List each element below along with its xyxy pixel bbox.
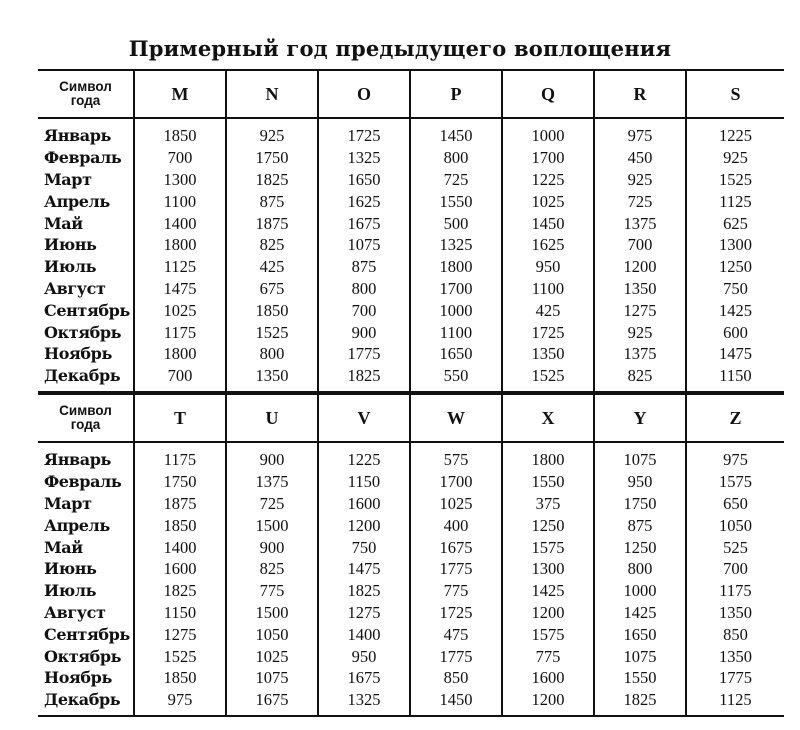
year-cell: 725 xyxy=(410,169,502,191)
year-cell: 1275 xyxy=(134,623,226,645)
page-title: Примерный год предыдущего воплощения xyxy=(128,36,672,61)
year-cell: 1175 xyxy=(134,442,226,471)
year-cell: 1250 xyxy=(594,536,686,558)
table-row xyxy=(38,278,784,300)
year-cell: 1325 xyxy=(318,689,410,716)
row-month-label: Февраль xyxy=(44,148,122,168)
year-cell: 975 xyxy=(134,689,226,716)
year-cell: 1225 xyxy=(318,442,410,471)
year-cell: 925 xyxy=(686,147,784,169)
year-cell: 1250 xyxy=(686,256,784,278)
year-cell: 1525 xyxy=(686,169,784,191)
header-label-line: года xyxy=(70,417,101,432)
year-cell: 1825 xyxy=(318,365,410,392)
year-cell: 825 xyxy=(226,558,318,580)
year-cell: 800 xyxy=(226,343,318,365)
row-month-label: Сентябрь xyxy=(44,624,130,644)
year-cell: 1450 xyxy=(410,689,502,716)
row-month-label: Март xyxy=(44,493,92,513)
year-cell: 1225 xyxy=(686,118,784,147)
header-label xyxy=(38,70,134,118)
year-cell: 1200 xyxy=(502,689,594,716)
year-cell: 1775 xyxy=(318,343,410,365)
year-cell: 1750 xyxy=(594,493,686,515)
year-cell: 1500 xyxy=(226,602,318,624)
year-cell: 1825 xyxy=(226,169,318,191)
year-cell: 1300 xyxy=(502,558,594,580)
year-cell: 1650 xyxy=(318,169,410,191)
year-cell: 975 xyxy=(686,442,784,471)
year-cell: 1475 xyxy=(686,343,784,365)
column-header-symbol: Z xyxy=(686,394,784,442)
header-row xyxy=(38,70,784,118)
year-cell: 375 xyxy=(502,493,594,515)
year-cell: 1800 xyxy=(502,442,594,471)
column-header-symbol: P xyxy=(410,70,502,118)
year-cell: 1725 xyxy=(318,118,410,147)
year-cell: 425 xyxy=(226,256,318,278)
column-header-symbol: R xyxy=(594,70,686,118)
year-cell: 1100 xyxy=(502,278,594,300)
table-row xyxy=(38,493,784,515)
year-cell: 900 xyxy=(318,321,410,343)
year-cell: 1575 xyxy=(502,536,594,558)
column-header-symbol: X xyxy=(502,394,594,442)
year-cell: 1800 xyxy=(134,234,226,256)
row-month-label: Июнь xyxy=(44,559,97,579)
year-cell: 850 xyxy=(410,667,502,689)
row-month-label: Апрель xyxy=(44,191,110,211)
year-cell: 1675 xyxy=(226,689,318,716)
table-row xyxy=(38,580,784,602)
year-cell: 1825 xyxy=(594,689,686,716)
year-cell: 1800 xyxy=(134,343,226,365)
year-cell: 1125 xyxy=(686,190,784,212)
year-cell: 1700 xyxy=(410,471,502,493)
year-cell: 1675 xyxy=(318,667,410,689)
year-cell: 1350 xyxy=(686,645,784,667)
year-cell: 1150 xyxy=(686,365,784,392)
year-cell: 1150 xyxy=(134,602,226,624)
year-cell: 700 xyxy=(686,558,784,580)
year-cell: 925 xyxy=(594,321,686,343)
year-cell: 800 xyxy=(318,278,410,300)
year-cell: 1050 xyxy=(686,514,784,536)
year-cell: 1700 xyxy=(410,278,502,300)
year-cell: 1550 xyxy=(502,471,594,493)
year-cell: 1200 xyxy=(594,256,686,278)
year-cell: 1200 xyxy=(318,514,410,536)
year-cell: 1400 xyxy=(318,623,410,645)
table-row xyxy=(38,667,784,689)
row-month-label: Июль xyxy=(44,581,97,601)
year-cell: 1025 xyxy=(134,299,226,321)
row-month-label: Июнь xyxy=(44,235,97,255)
year-cell: 1000 xyxy=(410,299,502,321)
year-cell: 1725 xyxy=(410,602,502,624)
year-cell: 400 xyxy=(410,514,502,536)
year-cell: 1675 xyxy=(410,536,502,558)
row-month-label: Октябрь xyxy=(44,646,122,666)
table-row xyxy=(38,169,784,191)
year-cell: 700 xyxy=(134,147,226,169)
year-cell: 675 xyxy=(226,278,318,300)
year-cell: 1125 xyxy=(134,256,226,278)
year-cell: 950 xyxy=(502,256,594,278)
year-cell: 1175 xyxy=(686,580,784,602)
column-header-symbol: O xyxy=(318,70,410,118)
year-cell: 1300 xyxy=(686,234,784,256)
year-cell: 1850 xyxy=(134,118,226,147)
year-cell: 1075 xyxy=(226,667,318,689)
row-month-label: Июль xyxy=(44,257,97,277)
year-cell: 700 xyxy=(318,299,410,321)
year-cell: 1775 xyxy=(410,558,502,580)
year-cell: 1825 xyxy=(318,580,410,602)
year-cell: 1075 xyxy=(318,234,410,256)
table-row xyxy=(38,343,784,365)
year-cell: 1375 xyxy=(226,471,318,493)
column-header-symbol: Y xyxy=(594,394,686,442)
year-cell: 1350 xyxy=(594,278,686,300)
year-cell: 875 xyxy=(226,190,318,212)
year-cell: 750 xyxy=(686,278,784,300)
year-cell: 925 xyxy=(594,169,686,191)
table-row xyxy=(38,299,784,321)
year-cell: 1600 xyxy=(502,667,594,689)
year-cell: 1425 xyxy=(594,602,686,624)
row-month-label: Январь xyxy=(44,450,111,470)
table-row xyxy=(38,645,784,667)
year-cell: 950 xyxy=(318,645,410,667)
column-header-symbol: Q xyxy=(502,70,594,118)
year-cell: 1475 xyxy=(134,278,226,300)
year-cell: 1875 xyxy=(226,212,318,234)
year-cell: 1400 xyxy=(134,536,226,558)
year-cell: 750 xyxy=(318,536,410,558)
year-cell: 1575 xyxy=(686,471,784,493)
year-cell: 1425 xyxy=(502,580,594,602)
year-cell: 1375 xyxy=(594,343,686,365)
table-row xyxy=(38,442,784,471)
row-month-label: Сентябрь xyxy=(44,300,130,320)
year-cell: 425 xyxy=(502,299,594,321)
year-cell: 1600 xyxy=(318,493,410,515)
year-cell: 1850 xyxy=(226,299,318,321)
year-cell: 975 xyxy=(594,118,686,147)
table-row xyxy=(38,689,784,716)
year-cell: 1025 xyxy=(502,190,594,212)
year-cell: 1800 xyxy=(410,256,502,278)
year-cell: 775 xyxy=(226,580,318,602)
year-cell: 875 xyxy=(594,514,686,536)
year-cell: 1675 xyxy=(318,212,410,234)
year-cell: 625 xyxy=(686,212,784,234)
year-cell: 500 xyxy=(410,212,502,234)
year-cell: 1525 xyxy=(226,321,318,343)
year-cell: 775 xyxy=(502,645,594,667)
year-cell: 1325 xyxy=(318,147,410,169)
year-cell: 1350 xyxy=(226,365,318,392)
year-cell: 1400 xyxy=(134,212,226,234)
row-month-label: Август xyxy=(44,278,106,298)
year-cell: 475 xyxy=(410,623,502,645)
year-cell: 1200 xyxy=(502,602,594,624)
table-row xyxy=(38,118,784,147)
year-cell: 800 xyxy=(410,147,502,169)
year-cell: 1350 xyxy=(502,343,594,365)
year-cell: 1700 xyxy=(502,147,594,169)
table-row xyxy=(38,256,784,278)
header-label-line: года xyxy=(70,93,101,108)
year-cell: 800 xyxy=(594,558,686,580)
year-cell: 725 xyxy=(226,493,318,515)
year-cell: 1775 xyxy=(686,667,784,689)
year-cell: 1275 xyxy=(318,602,410,624)
year-cell: 1850 xyxy=(134,514,226,536)
row-month-label: Февраль xyxy=(44,472,122,492)
year-cell: 700 xyxy=(594,234,686,256)
year-cell: 1550 xyxy=(594,667,686,689)
table-row xyxy=(38,602,784,624)
table-row xyxy=(38,514,784,536)
year-table-t-to-z xyxy=(38,393,784,717)
table-row xyxy=(38,623,784,645)
year-cell: 1325 xyxy=(410,234,502,256)
table-row xyxy=(38,321,784,343)
year-cell: 1025 xyxy=(410,493,502,515)
year-cell: 1075 xyxy=(594,442,686,471)
year-cell: 1275 xyxy=(594,299,686,321)
column-header-symbol: W xyxy=(410,394,502,442)
table-row xyxy=(38,234,784,256)
row-month-label: Ноябрь xyxy=(44,668,112,688)
table-row xyxy=(38,190,784,212)
year-cell: 1650 xyxy=(594,623,686,645)
column-header-symbol: N xyxy=(226,70,318,118)
row-month-label: Октябрь xyxy=(44,322,122,342)
column-header-symbol: U xyxy=(226,394,318,442)
year-cell: 900 xyxy=(226,536,318,558)
year-cell: 1625 xyxy=(502,234,594,256)
year-cell: 1175 xyxy=(134,321,226,343)
year-cell: 1600 xyxy=(134,558,226,580)
table-row xyxy=(38,147,784,169)
row-month-label: Август xyxy=(44,602,106,622)
header-label-line: Символ xyxy=(59,403,112,418)
year-cell: 1075 xyxy=(594,645,686,667)
table-row xyxy=(38,536,784,558)
row-month-label: Декабрь xyxy=(38,689,134,716)
header-row xyxy=(38,394,784,442)
year-cell: 1150 xyxy=(318,471,410,493)
year-table-m-to-s xyxy=(38,69,784,393)
year-cell: 1350 xyxy=(686,602,784,624)
year-cell: 1750 xyxy=(134,471,226,493)
row-month-label: Май xyxy=(44,537,83,557)
year-cell: 1725 xyxy=(502,321,594,343)
year-cell: 1575 xyxy=(502,623,594,645)
year-cell: 1425 xyxy=(686,299,784,321)
row-month-label: Ноябрь xyxy=(44,344,112,364)
year-cell: 575 xyxy=(410,442,502,471)
column-header-symbol: M xyxy=(134,70,226,118)
column-header-symbol: S xyxy=(686,70,784,118)
table-row xyxy=(38,558,784,580)
header-label-line: Символ xyxy=(59,79,112,94)
year-cell: 1550 xyxy=(410,190,502,212)
year-cell: 1475 xyxy=(318,558,410,580)
column-header-symbol: V xyxy=(318,394,410,442)
year-cell: 1000 xyxy=(594,580,686,602)
year-cell: 925 xyxy=(226,118,318,147)
year-cell: 525 xyxy=(686,536,784,558)
year-cell: 1300 xyxy=(134,169,226,191)
year-cell: 1375 xyxy=(594,212,686,234)
table-row xyxy=(38,471,784,493)
year-cell: 1875 xyxy=(134,493,226,515)
year-cell: 825 xyxy=(594,365,686,392)
column-header-symbol: T xyxy=(134,394,226,442)
year-cell: 1100 xyxy=(410,321,502,343)
table-row xyxy=(38,365,784,392)
year-cell: 1625 xyxy=(318,190,410,212)
year-cell: 1450 xyxy=(502,212,594,234)
year-cell: 825 xyxy=(226,234,318,256)
year-cell: 1775 xyxy=(410,645,502,667)
year-cell: 550 xyxy=(410,365,502,392)
year-cell: 700 xyxy=(134,365,226,392)
year-cell: 725 xyxy=(594,190,686,212)
table-row xyxy=(38,212,784,234)
row-month-label: Январь xyxy=(44,126,111,146)
row-month-label: Май xyxy=(44,213,83,233)
year-cell: 1025 xyxy=(226,645,318,667)
year-cell: 850 xyxy=(686,623,784,645)
year-cell: 650 xyxy=(686,493,784,515)
year-cell: 1250 xyxy=(502,514,594,536)
year-cell: 1525 xyxy=(502,365,594,392)
year-cell: 1750 xyxy=(226,147,318,169)
year-cell: 1050 xyxy=(226,623,318,645)
year-cell: 1100 xyxy=(134,190,226,212)
year-cell: 1225 xyxy=(502,169,594,191)
row-month-label: Апрель xyxy=(44,515,110,535)
year-cell: 1525 xyxy=(134,645,226,667)
year-cell: 1500 xyxy=(226,514,318,536)
year-cell: 775 xyxy=(410,580,502,602)
year-cell: 875 xyxy=(318,256,410,278)
year-cell: 900 xyxy=(226,442,318,471)
year-cell: 950 xyxy=(594,471,686,493)
year-cell: 600 xyxy=(686,321,784,343)
year-cell: 1650 xyxy=(410,343,502,365)
row-month-label: Декабрь xyxy=(38,365,134,392)
year-cell: 1450 xyxy=(410,118,502,147)
year-cell: 1850 xyxy=(134,667,226,689)
header-label xyxy=(38,394,134,442)
year-cell: 1825 xyxy=(134,580,226,602)
year-cell: 1000 xyxy=(502,118,594,147)
year-cell: 1125 xyxy=(686,689,784,716)
row-month-label: Март xyxy=(44,169,92,189)
year-cell: 450 xyxy=(594,147,686,169)
